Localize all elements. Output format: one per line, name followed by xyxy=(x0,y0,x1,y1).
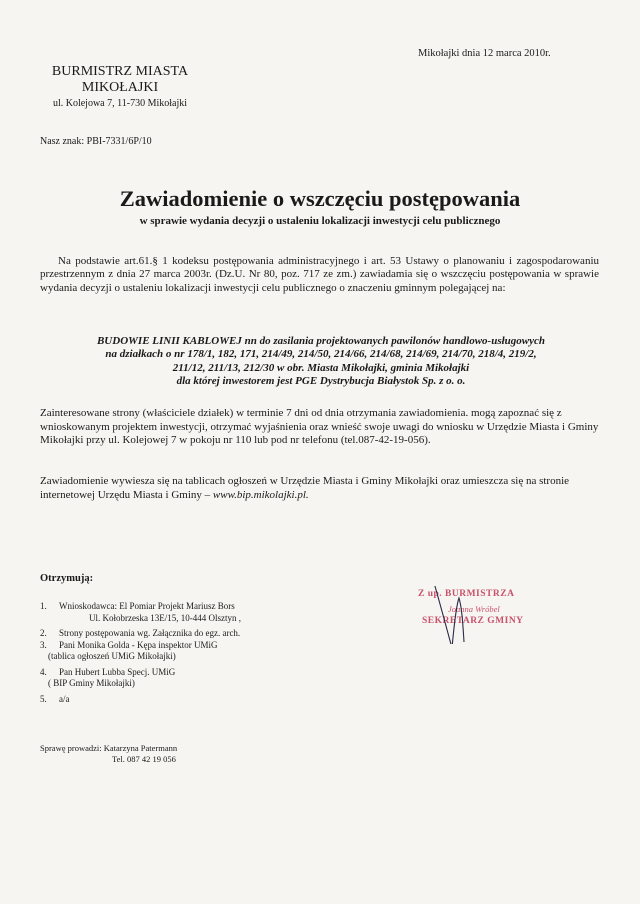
prepared-by-phone: Tel. 087 42 19 056 xyxy=(112,754,176,764)
investment-line: na działkach o nr 178/1, 182, 171, 214/49, 214/50, 214/66, 214/68, 214/69, 214/70, 218/4, 219/2, xyxy=(105,348,537,361)
investment-line: BUDOWIE LINII KABLOWEJ nn do zasilania projektowanych pawilonów handlowo-usługowych xyxy=(96,335,546,347)
signature-icon xyxy=(418,586,568,644)
list-item xyxy=(40,628,340,640)
document-subtitle: w sprawie wydania decyzji o ustaleniu lokalizacji inwestycji celu publicznego xyxy=(139,215,501,227)
list-item-text: a/a xyxy=(59,693,70,704)
sender-block xyxy=(40,64,200,111)
sender-title: BURMISTRZ MIASTA xyxy=(51,64,189,79)
list-item xyxy=(40,640,340,652)
sender-address: ul. Kolejowa 7, 11-730 Mikołajki xyxy=(52,98,188,109)
sender-city: MIKOŁAJKI xyxy=(81,80,159,95)
list-item-text: Pani Monika Golda - Kępa inspektor UMiG xyxy=(59,639,218,650)
document-date: Mikołajki dnia 12 marca 2010r. xyxy=(418,48,551,59)
list-item-text: Wnioskodawca: El Pomiar Projekt Mariusz Bors xyxy=(59,601,235,611)
stamp-line: SEKRETARZ GMINY xyxy=(422,616,524,626)
list-item-number: 3. xyxy=(40,639,47,650)
list-item xyxy=(40,601,340,613)
list-item-subline: Ul. Kołobrzeska 13E/15, 10-444 Olsztyn , xyxy=(89,612,241,623)
investment-line: 211/12, 211/13, 212/30 w obr. Miasta Mikołajki, gminia Mikołajki xyxy=(172,361,470,374)
prepared-by xyxy=(40,743,177,765)
list-item-text: Strony postępowania wg. Załącznika do egz. arch. xyxy=(59,628,241,638)
recipients-heading: Otrzymują: xyxy=(40,573,94,584)
official-stamp xyxy=(418,586,568,644)
list-item-number: 5. xyxy=(40,693,47,704)
publication-text: Zawiadomienie wywiesza się na tablicach ogłoszeń w Urzędzie Miasta i Gminy Mikołajki oraz umieszcza się na stronie internetowej Urzędu Miasta i Gminy – xyxy=(40,475,570,501)
list-item xyxy=(40,694,340,706)
list-item-number: 1. xyxy=(40,601,47,611)
recipients-list xyxy=(40,601,340,705)
prepared-by-name: Sprawę prowadzi: Katarzyna Patermann xyxy=(40,743,178,753)
list-item-subline: (tablica ogłoszeń UMiG Mikołajki) xyxy=(48,651,176,661)
website-link[interactable]: www.bip.mikolajki.pl. xyxy=(212,488,309,501)
list-item-number: 4. xyxy=(40,666,47,677)
list-item-number: 2. xyxy=(40,628,47,638)
paragraph-legal-basis: Na podstawie art.61.§ 1 kodeksu postępowania administracyjnego i art. 53 Ustawy o planowaniu i zagospodarowaniu przestrzennym z dnia 27 marca 2003r. (Dz.U. Nr 80, poz. 717 ze zm.) zawiadamia się o wszczęciu postępowania w sprawie wydania decyzji o ustaleniu lokalizacji inwestycji celu publicznego o znaczeniu gminnym polegającej na: xyxy=(40,255,599,294)
stamp-name: Joanna Wróbel xyxy=(448,604,500,614)
investment-description xyxy=(36,335,606,389)
stamp-line: Z up. BURMISTRZA xyxy=(418,589,515,599)
document-title: Zawiadomienie o wszczęciu postępowania xyxy=(119,186,521,211)
list-item-text: Pan Hubert Lubba Specj. UMiG xyxy=(59,666,176,677)
list-item xyxy=(40,667,340,679)
paragraph-parties: Zainteresowane strony (właściciele działek) w terminie 7 dni od dnia otrzymania zawiadomienia. mogą zapoznać się z wnioskowanym projektem inwestycji, otrzymać wyjaśnienia oraz wnieść swoje uwagi do wniosku w Urzędzie Miasta i Gminy Mikołajki przy ul. Kolejowej 7 w pokoju nr 110 lub pod nr telefonu (tel.087-42-19-056). xyxy=(40,407,599,447)
reference-number: Nasz znak: PBI-7331/6P/10 xyxy=(40,136,152,147)
investment-line: dla której inwestorem jest PGE Dystrybucja Białystok Sp. z o. o. xyxy=(176,375,466,388)
list-item-subline: ( BIP Gminy Mikołajki) xyxy=(48,678,135,688)
paragraph-publication xyxy=(40,475,600,502)
